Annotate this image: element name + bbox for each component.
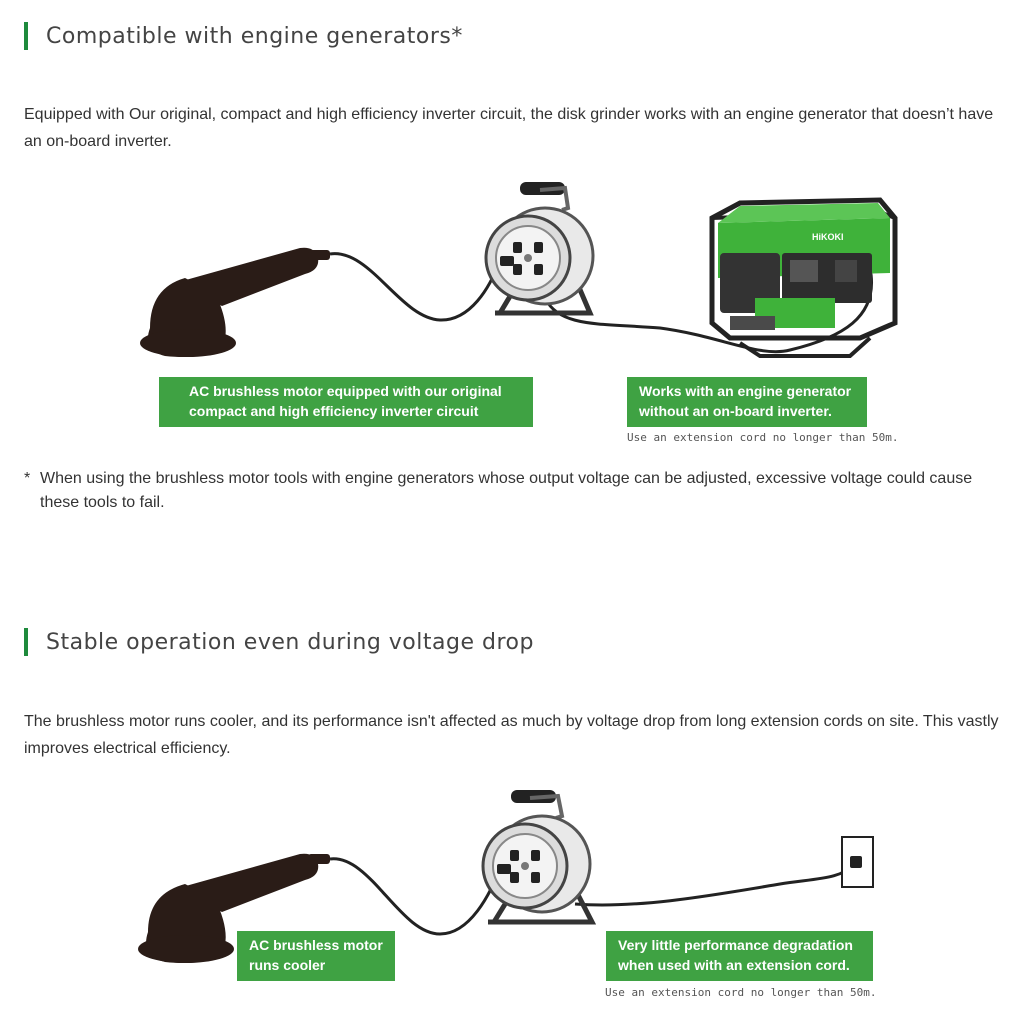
extension-cord-note: Use an extension cord no longer than 50m.	[627, 431, 899, 444]
extension-cord-note: Use an extension cord no longer than 50m.	[605, 986, 877, 999]
footnote	[24, 467, 994, 515]
label-line: without an on-board inverter.	[639, 403, 832, 419]
section-heading-generators	[24, 22, 463, 50]
engine-generator-icon	[712, 200, 895, 356]
outlet-cord	[575, 864, 855, 905]
heading-title: Compatible with engine generators*	[46, 23, 463, 49]
heading-title: Stable operation even during voltage drop	[46, 629, 534, 655]
label-line: runs cooler	[249, 957, 326, 973]
section-body-generators: Equipped with Our original, compact and high efficiency inverter circuit, the disk grinder works with an engine generator that doesn’t have an on-board inverter.	[24, 106, 994, 150]
label-line: AC brushless motor equipped with our original	[189, 383, 502, 399]
label-line: AC brushless motor	[249, 937, 383, 953]
label-runs-cooler	[237, 931, 395, 981]
section-heading-voltage-drop	[24, 628, 534, 656]
cord-reel-icon	[483, 790, 592, 922]
diagram-generators	[0, 178, 1024, 450]
diagram-voltage-drop	[0, 784, 1024, 1014]
wall-outlet-icon	[842, 837, 873, 887]
label-line: compact and high efficiency inverter circuit	[189, 403, 479, 419]
label-engine-generator	[627, 377, 867, 427]
label-performance-degradation	[606, 931, 873, 981]
label-inverter-circuit	[159, 377, 533, 427]
cord-reel-icon	[486, 182, 593, 313]
footnote-text: When using the brushless motor tools with engine generators whose output voltage can be adjusted, excessive voltage could cause these tools to fail.	[40, 470, 973, 511]
label-line: when used with an extension cord.	[618, 957, 850, 973]
generator-brand-text: HiKOKI	[812, 232, 844, 242]
label-line: Works with an engine generator	[639, 383, 852, 399]
grinder-cord	[330, 254, 500, 320]
section-body-voltage-drop: The brushless motor runs cooler, and its performance isn't affected as much by voltage drop from long extension cords on site. This vastly improves electrical efficiency.	[24, 713, 999, 757]
heading-accent-bar	[24, 22, 28, 50]
disc-grinder-icon	[140, 248, 330, 357]
label-line: Very little performance degradation	[618, 937, 853, 953]
footnote-mark: *	[24, 470, 31, 487]
heading-accent-bar	[24, 628, 28, 656]
grinder-cord	[330, 859, 500, 934]
